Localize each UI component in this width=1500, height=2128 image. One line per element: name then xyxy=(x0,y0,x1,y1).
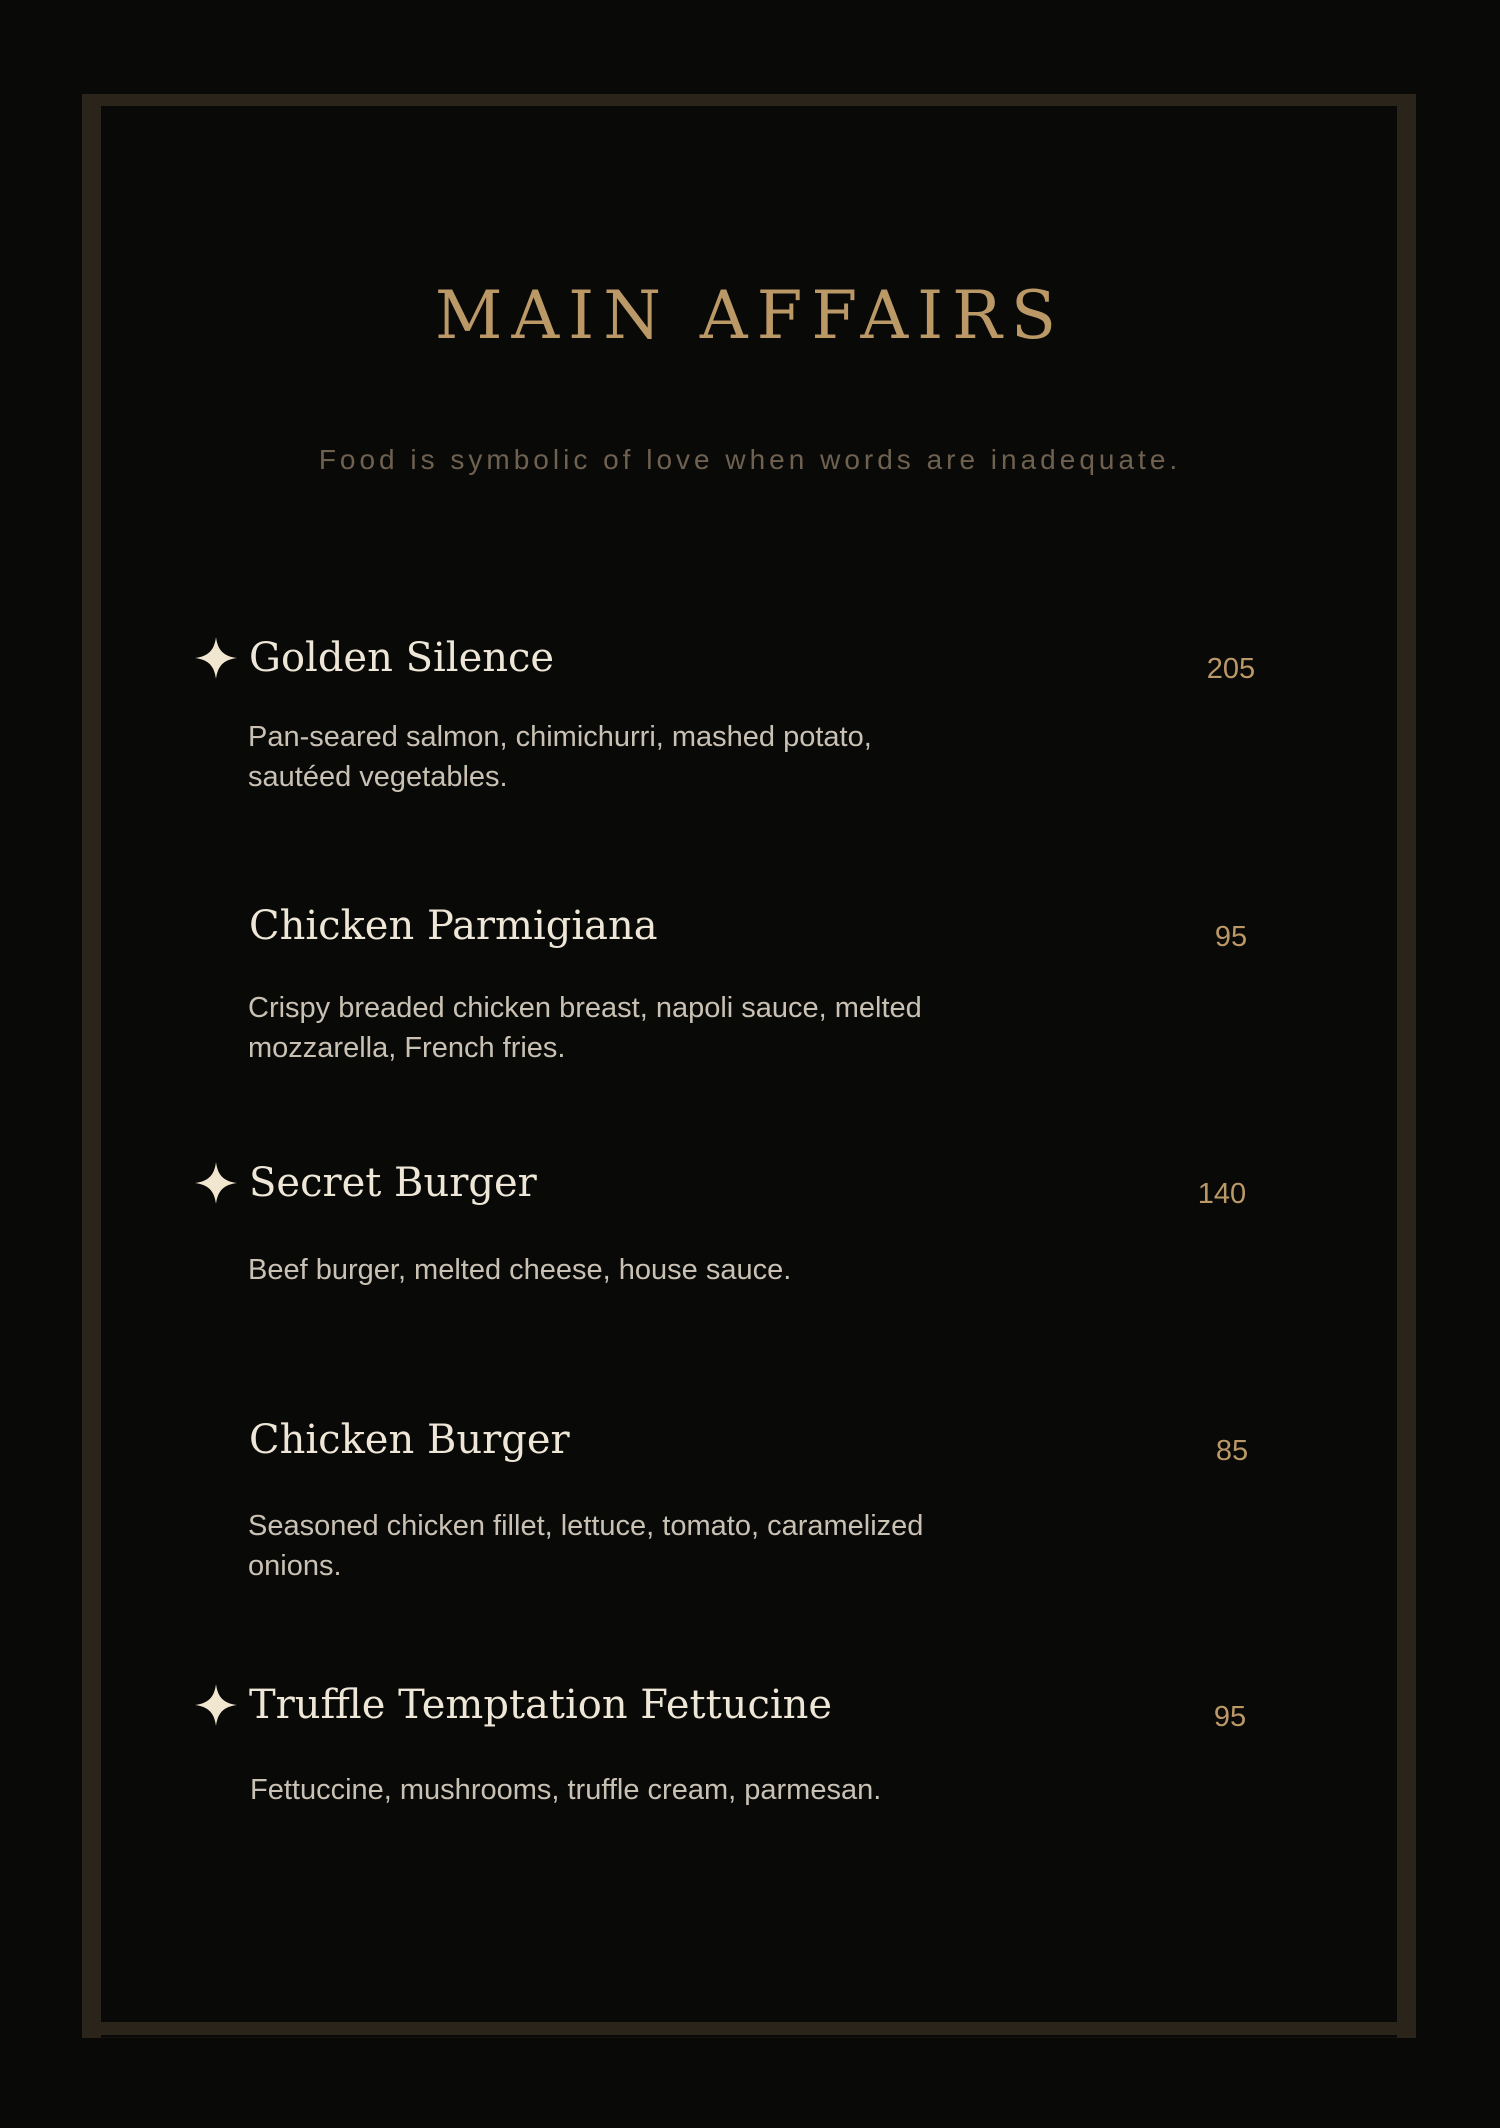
menu-tagline: Food is symbolic of love when words are inadequate. xyxy=(318,444,1182,475)
menu-item-description: Beef burger, melted cheese, house sauce. xyxy=(248,1254,792,1286)
menu-item-price: 85 xyxy=(1215,1435,1249,1467)
menu-item-description: Crispy breaded chicken breast, napoli sauce, melted mozzarella, French fries. xyxy=(248,992,922,1064)
menu-item-price: 205 xyxy=(1206,653,1256,685)
frame-border-right xyxy=(1397,94,1416,2038)
menu-title: MAIN AFFAIRS xyxy=(434,277,1066,354)
menu-item-price: 95 xyxy=(1214,921,1248,953)
menu-item-description: Pan-seared salmon, chimichurri, mashed potato, sautéed vegetables. xyxy=(248,721,872,793)
frame-border-left xyxy=(82,94,101,2038)
menu-item-price: 95 xyxy=(1213,1701,1247,1733)
four-point-star-icon xyxy=(194,1683,238,1727)
menu-item-name: Chicken Parmigiana xyxy=(249,903,658,949)
menu-item-name: Truffle Temptation Fettucine xyxy=(249,1682,833,1728)
menu-item-description: Fettuccine, mushrooms, truffle cream, parmesan. xyxy=(250,1774,882,1806)
menu-item-name: Golden Silence xyxy=(249,635,555,681)
frame-border-bottom xyxy=(92,2022,1407,2035)
frame-border-top xyxy=(92,94,1407,106)
menu-item-price: 140 xyxy=(1197,1178,1247,1210)
menu-item-name: Secret Burger xyxy=(249,1160,537,1206)
menu-item-description: Seasoned chicken fillet, lettuce, tomato, caramelized onions. xyxy=(248,1510,924,1582)
menu-item-name: Chicken Burger xyxy=(249,1417,570,1463)
four-point-star-icon xyxy=(194,636,238,680)
four-point-star-icon xyxy=(194,1161,238,1205)
